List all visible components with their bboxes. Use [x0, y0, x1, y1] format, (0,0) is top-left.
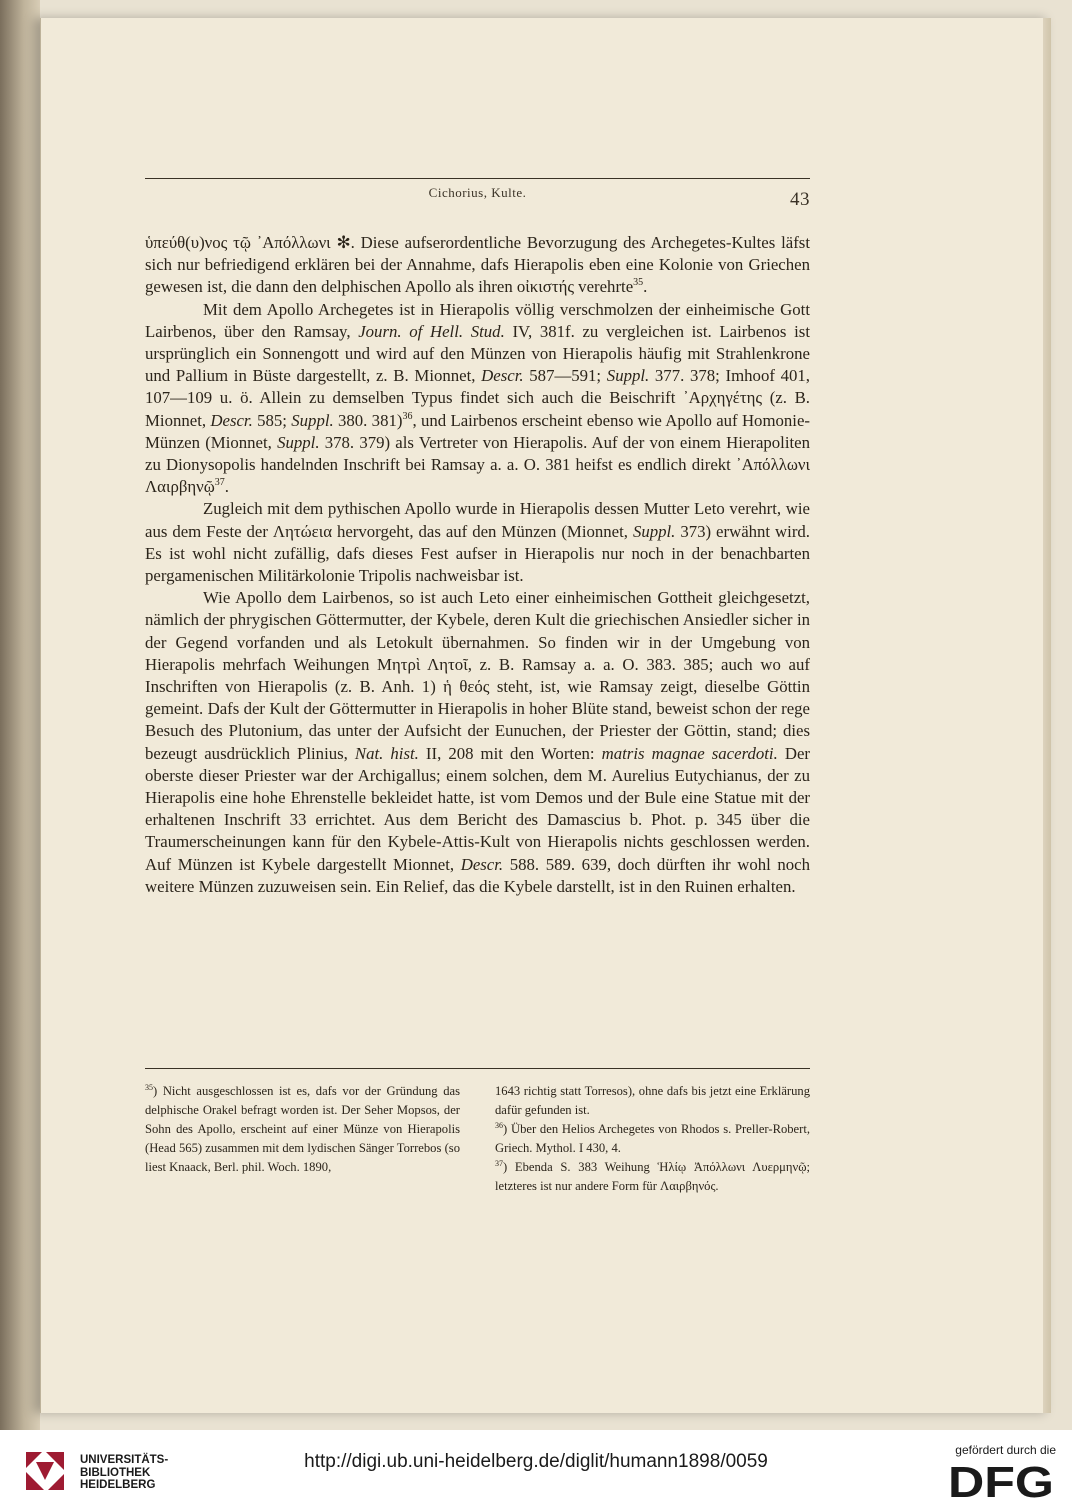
footnote-35	[145, 1082, 460, 1177]
text-run: 587—591;	[523, 366, 607, 386]
dfg-logo-text: DFG	[948, 1461, 1054, 1501]
page-header	[145, 178, 810, 210]
text-run: 585;	[252, 410, 292, 430]
footnote-text: ) Nicht ausgeschlossen ist es, dafs vor der Gründung das delphische Orakel befragt worden ist. Der Seher Mopsos, der Sohn des Apollo, erscheint auf einer Münze von Hierapolis (Head 565) zusammen mit dem lydischen Sänger Torrebos (so liest Knaack, Berl. phil. Woch. 1890,	[145, 1084, 460, 1174]
footnote-text: ) Über den Helios Archegetes von Rhodos s. Preller-Robert, Griech. Mythol. I 430, 4.	[495, 1122, 810, 1155]
text-run: 378. 379) als Vertreter von Hierapolis. Auf der von einem Hierapoliten zu Dionysopolis handelnden Inschrift bei Ramsay a. a. O. 381 heifst es endlich direkt ᾿Απόλλωνι Λαιρβηνῷ	[145, 432, 811, 497]
page-edge	[1043, 18, 1051, 1413]
citation-italic: Descr.	[481, 366, 524, 386]
footnote-ref-35[interactable]: 35	[633, 277, 644, 289]
running-title: Cichorius, Kulte.	[428, 185, 527, 200]
footnote-ref-37[interactable]: 37	[214, 477, 225, 489]
paragraph-3	[145, 498, 810, 587]
text-run: .	[643, 277, 648, 297]
footnote-35-continued: 1643 richtig statt Torresos), ohne dafs bis jetzt eine Erklärung dafür gefunden ist.	[495, 1084, 810, 1117]
citation-italic: Suppl.	[606, 366, 650, 386]
funding-label: gefördert durch die	[955, 1443, 1056, 1457]
text-run: 377. 378; Imhoof 401, 107—109 u. ö. Allein zu demselben Typus findet sich auch die Beischrift ᾿Αρχηγέτης (z. B. Mionnet,	[145, 366, 810, 430]
library-name-line: BIBLIOTHEK	[80, 1466, 151, 1479]
citation-italic: Nat. hist.	[354, 743, 419, 763]
text-run: IV, 381f. zu vergleichen ist. Lairbenos ist ursprünglich ein Sonnengott und wird auf den Münzen von Hierapolis häufig mit Strahlenkrone und Pallium in Büste dargestellt, z. B. Mionnet,	[145, 321, 810, 386]
footnote-mark: 35	[145, 1083, 153, 1092]
library-name-line: HEIDELBERG	[80, 1479, 156, 1491]
text-run: Wie Apollo dem Lairbenos, so ist auch Leto einer einheimischen Gottheit gleichgesetzt, nämlich der phrygischen Göttermutter, der Kybele, deren Kult die griechischen Ansiedler sicher in der Gegend vorfanden und als Letokult übernahmen. So finden wir in der Umgebung von Hierapolis mehrfach Weihungen Μητρὶ Λητοῖ, z. B. Ramsay a. a. O. 383. 385; auch wo auf Inschriften von Hierapolis (z. B. Anh. 1) ἡ θεός steht, ist, wie Ramsay zeigt, dieselbe Göttin gemeint. Dafs der Kult der Göttermutter in Hierapolis in hoher Blüte stand, beweist schon der rege Besuch des Plutonium, das unter der Aufsicht der Eunuchen, der Priester der Göttin, stand; dies bezeugt ausdrücklich Plinius,	[145, 588, 810, 763]
citation-italic: matris magnae sacerdoti.	[601, 743, 778, 763]
text-run: Der oberste dieser Priester war der Archigallus; einem solchen, dem M. Aurelius Eutychianus, der zu Hierapolis eine hohe Ehrenstelle bekleidet hatte, ist vom Demos und der Bule eine Statue mit der erhaltenen Inschrift 33 errichtet. Aus dem Bericht des Damascius b. Phot. p. 345 über die Traumerscheinungen kann für den Kybele-Attis-Kult von Hierapolis nichts geschlossen werden. Auf Münzen ist Kybele dargestellt Mionnet,	[145, 743, 810, 874]
paragraph-4	[145, 587, 810, 898]
citation-italic: Journ. of Hell. Stud.	[358, 321, 505, 341]
footnotes-left-column	[145, 1082, 460, 1177]
library-name-line: UNIVERSITÄTS-	[80, 1454, 169, 1466]
citation-italic: Suppl.	[277, 432, 320, 452]
footnote-mark: 37	[495, 1159, 503, 1168]
permalink-url[interactable]: http://digi.ub.uni-heidelberg.de/diglit/humann1898/0059	[304, 1451, 768, 1472]
footnote-rule	[145, 1068, 810, 1069]
book-fold	[0, 0, 40, 1430]
text-run: II, 208 mit den Worten:	[418, 743, 602, 763]
page-number: 43	[790, 189, 810, 210]
text-run: .	[224, 477, 229, 497]
citation-italic: Suppl.	[291, 410, 334, 430]
text-run: , und Lairbenos erscheint ebenso wie Apollo auf Homonie-Münzen (Mionnet,	[145, 410, 810, 452]
citation-italic: Descr.	[460, 854, 504, 874]
paragraph-2	[145, 299, 810, 499]
citation-italic: Suppl.	[632, 521, 676, 541]
footnote-ref-36[interactable]: 36	[402, 410, 413, 422]
footnotes-right-column	[495, 1082, 810, 1196]
main-text	[145, 232, 810, 898]
footnote-36	[495, 1120, 810, 1158]
citation-italic: Descr.	[210, 410, 253, 430]
footnote-mark: 36	[495, 1121, 503, 1130]
text-run: 373) erwähnt wird. Es ist wohl nicht zufällig, dafs dieses Fest aufser in Hierapolis nur noch in der benachbarten pergamenischen Militärkolonie Tripolis nachweisbar ist.	[145, 521, 811, 586]
text-run: ὑπεύθ(υ)νος τῷ ᾿Απόλλωνι ✻. Diese aufserordentliche Bevorzugung des Archegetes-Kultes läfst sich nur befriedigend erklären bei der Annahme, dafs Hierapolis eben eine Kolonie von Griechen gewesen ist, die dann den delphischen Apollo als ihren οἰκιστής verehrte	[145, 233, 810, 297]
text-run: 380. 381)	[333, 410, 403, 430]
dfg-logo-icon	[946, 1461, 1058, 1501]
text-run: Zugleich mit dem pythischen Apollo wurde in Hierapolis dessen Mutter Leto verehrt, wie aus dem Feste der Λητώεια hervorgeht, das auf den Münzen (Mionnet,	[145, 499, 810, 541]
text-run: Mit dem Apollo Archegetes ist in Hierapolis völlig verschmolzen der einheimische Gott Lairbenos, über den Ramsay,	[145, 299, 810, 341]
text-run: 588. 589. 639, doch dürften ihr wohl noch weitere Münzen zuzuweisen sein. Ein Relief, das die Kybele darstellt, ist in den Ruinen erhalten.	[145, 854, 810, 896]
paragraph-1	[145, 232, 810, 299]
footnote-37	[495, 1158, 810, 1196]
footnote-text: ) Ebenda S. 383 Weihung Ἡλίῳ Ἀπόλλωνι Λυερμηνῷ; letzteres ist nur andere Form für Λαιρβηνός.	[495, 1160, 810, 1193]
